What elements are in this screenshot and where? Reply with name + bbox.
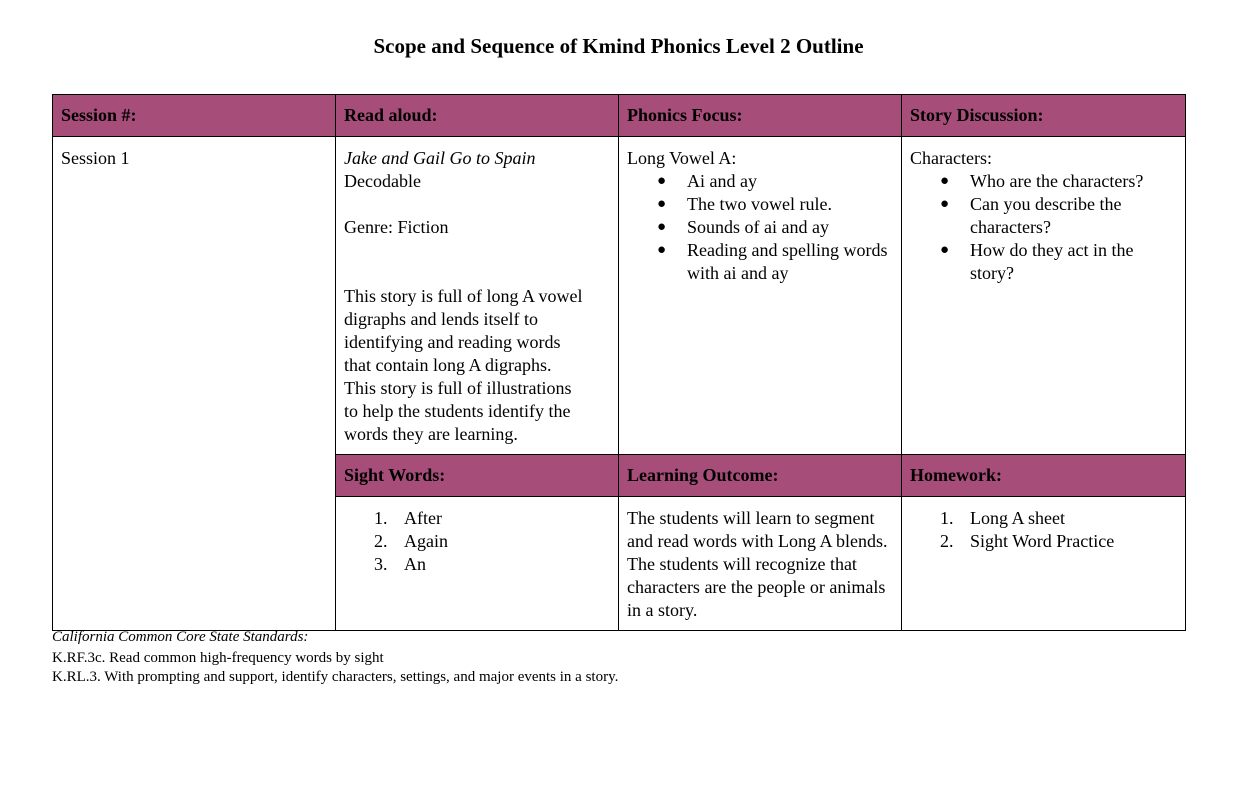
sight-words-cell [336, 497, 619, 631]
discussion-list [910, 170, 1177, 285]
session-cell [53, 137, 336, 631]
header-homework: Homework: [902, 455, 1186, 497]
standards-section [52, 627, 618, 687]
book-title: Jake and Gail Go to Spain [344, 148, 536, 168]
homework-list [910, 507, 1177, 553]
read-aloud-cell [336, 137, 619, 455]
description-line: This story is full of illustrations [344, 378, 572, 398]
session-label: Session 1 [61, 148, 130, 168]
header-learning-outcome: Learning Outcome: [619, 455, 902, 497]
book-type: Decodable [344, 171, 421, 191]
phonics-heading: Long Vowel A: [627, 148, 737, 168]
list-item: ● How do they act in the story? [970, 239, 1177, 285]
list-item: ● Sounds of ai and ay [687, 216, 893, 239]
description-line: to help the students identify the [344, 401, 571, 421]
description-line: words they are learning. [344, 424, 518, 444]
learning-outcome-cell [619, 497, 902, 631]
document-title: Scope and Sequence of Kmind Phonics Level 2 Outline [373, 34, 864, 58]
phonics-focus-cell [619, 137, 902, 455]
outline-table [52, 94, 1186, 631]
description-line: This story is full of long A vowel [344, 286, 583, 306]
description-line: identifying and reading words [344, 332, 561, 352]
table-header-row [53, 95, 1186, 137]
list-item: 2. Sight Word Practice [940, 531, 1115, 551]
header-story-discussion: Story Discussion: [902, 95, 1186, 137]
header-phonics-focus: Phonics Focus: [619, 95, 902, 137]
description-line: that contain long A digraphs. [344, 355, 552, 375]
discussion-heading: Characters: [910, 148, 992, 168]
list-item: ● Who are the characters? [970, 170, 1177, 193]
list-item: 1. After [374, 508, 442, 528]
list-item: ● Can you describe the characters? [970, 193, 1177, 239]
standard-line: K.RF.3c. Read common high-frequency words by sight [52, 650, 384, 666]
learning-outcome-text: The students will learn to segment and read words with Long A blends. The students will recognize that characters are the people or animals in a story. [627, 508, 888, 620]
homework-cell [902, 497, 1186, 631]
table-row [53, 137, 1186, 455]
list-item: 1. Long A sheet [940, 508, 1065, 528]
book-genre: Genre: Fiction [344, 217, 449, 237]
sight-words-list [344, 507, 610, 576]
header-read-aloud: Read aloud: [336, 95, 619, 137]
story-discussion-cell [902, 137, 1186, 455]
header-sight-words: Sight Words: [336, 455, 619, 497]
list-item: ● Ai and ay [687, 170, 893, 193]
list-item: ● Reading and spelling words with ai and ay [687, 239, 893, 285]
list-item: ● The two vowel rule. [687, 193, 893, 216]
header-session: Session #: [53, 95, 336, 137]
phonics-list [627, 170, 893, 285]
standard-line: K.RL.3. With prompting and support, identify characters, settings, and major events in a story. [52, 669, 619, 685]
list-item: 2. Again [374, 531, 448, 551]
list-item: 3. An [374, 554, 426, 574]
standards-heading: California Common Core State Standards: [52, 629, 309, 645]
description-line: digraphs and lends itself to [344, 309, 538, 329]
